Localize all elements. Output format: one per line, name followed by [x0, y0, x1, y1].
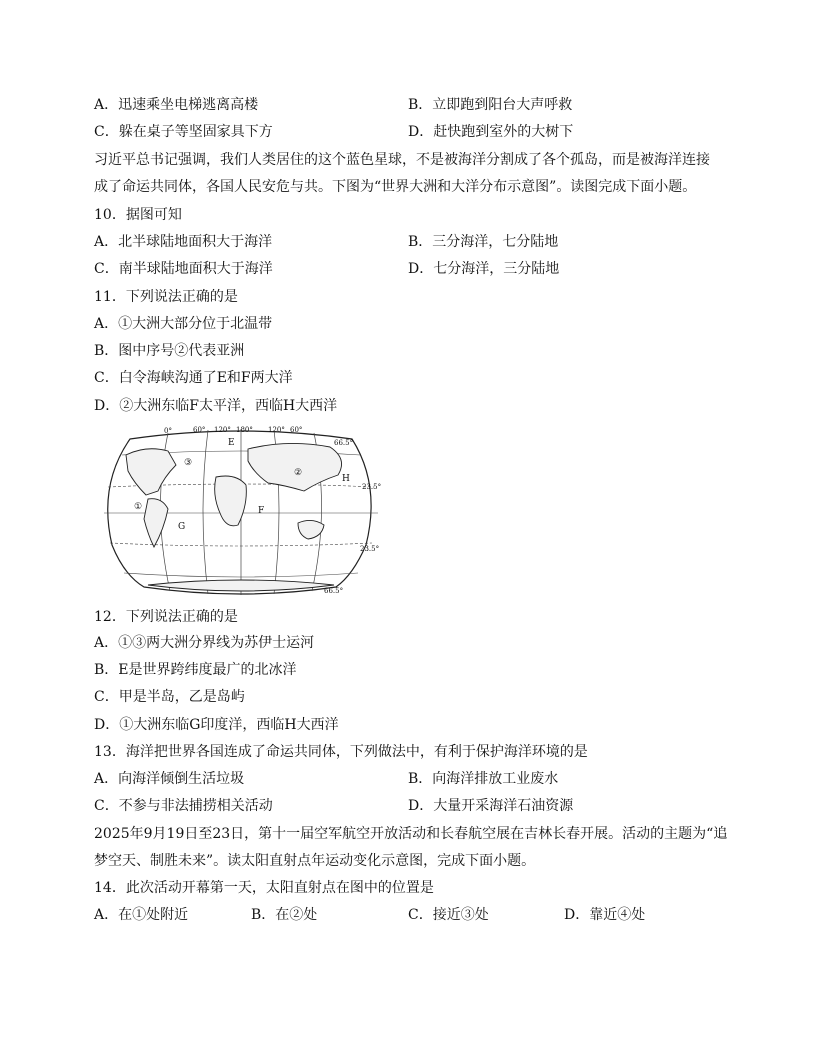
q12-option-c: C．甲是半岛，乙是岛屿: [94, 689, 245, 705]
map-lat-label-2: 23.5°: [360, 545, 380, 553]
q13-options-row-2: [94, 797, 730, 815]
q13-option-c: C．不参与非法捕捞相关活动: [94, 798, 273, 814]
q13-option-b: B．向海洋排放工业废水: [408, 771, 559, 787]
q13-option-d: D．大量开采海洋石油资源: [408, 798, 574, 814]
q14-option-d: D．靠近④处: [564, 907, 646, 923]
world-map-svg: [98, 425, 384, 597]
world-map-figure: [98, 425, 384, 597]
air-intro-line-1: 2025年9月19日至23日，第十一届空军航空开放活动和长春航空展在吉林长春开展。活动的主题为“追: [94, 826, 728, 842]
map-lon-label-5: 60°: [290, 426, 303, 434]
q14-option-c: C．接近③处: [408, 907, 489, 923]
q10-option-a: A．北半球陆地面积大于海洋: [94, 234, 273, 250]
map-lon-label-1: 60°: [193, 426, 206, 434]
map-number-2: ②: [294, 468, 303, 478]
map-lat-label-3: 66.5°: [324, 587, 344, 595]
ocean-intro-line-1: 习近平总书记强调，我们人类居住的这个蓝色星球，不是被海洋分割成了各个孤岛，而是被海洋连接: [94, 152, 710, 168]
map-number-3: ③: [184, 458, 193, 468]
q14-option-b: B．在②处: [251, 907, 318, 923]
q10-options-row-1: [94, 233, 730, 251]
map-lon-label-2: 120°: [214, 426, 231, 434]
q10-stem: 10．据图可知: [94, 207, 182, 223]
prev-option-c: C．躲在桌子等坚固家具下方: [94, 124, 273, 140]
prev-option-b: B．立即跑到阳台大声呼救: [408, 97, 573, 113]
q11-option-b: B．图中序号②代表亚洲: [94, 343, 245, 359]
q13-option-a: A．向海洋倾倒生活垃圾: [94, 771, 245, 787]
q13-stem: 13．海洋把世界各国连成了命运共同体，下列做法中，有利于保护海洋环境的是: [94, 744, 588, 760]
map-lon-label-0: 0°: [164, 427, 172, 435]
prev-option-a: A．迅速乘坐电梯逃离高楼: [94, 97, 259, 113]
q11-option-c: C．白令海峡沟通了E和F两大洋: [94, 370, 293, 386]
q10-options-row-2: [94, 260, 730, 278]
q11-stem: 11．下列说法正确的是: [94, 289, 238, 305]
q14-option-a: A．在①处附近: [94, 907, 189, 923]
q11-option-a: A．①大洲大部分位于北温带: [94, 316, 273, 332]
map-letter-g: G: [178, 522, 186, 532]
q13-options-row-1: [94, 770, 730, 788]
map-letter-h: H: [342, 474, 350, 484]
prev-options-row-1: [94, 96, 730, 114]
q12-option-b: B．E是世界跨纬度最广的北冰洋: [94, 662, 297, 678]
q14-stem: 14．此次活动开幕第一天，太阳直射点在图中的位置是: [94, 880, 434, 896]
q10-option-d: D．七分海洋，三分陆地: [408, 261, 560, 277]
map-letter-e: E: [228, 438, 235, 448]
air-intro-line-2: 梦空天、制胜未来”。读太阳直射点年运动变化示意图，完成下面小题。: [94, 853, 536, 869]
map-lat-label-1: 23.5°: [362, 483, 382, 491]
q12-stem: 12．下列说法正确的是: [94, 609, 238, 625]
map-lon-label-4: 120°: [268, 426, 285, 434]
map-lat-label-0: 66.5°: [334, 439, 354, 447]
map-number-1: ①: [134, 502, 143, 512]
map-letter-f: F: [258, 506, 265, 516]
ocean-intro-line-2: 成了命运共同体，各国人民安危与共。下图为“世界大洲和大洋分布示意图”。读图完成下面小题。: [94, 179, 697, 195]
prev-option-d: D．赶快跑到室外的大树下: [408, 124, 574, 140]
q11-option-d: D．②大洲东临F太平洋，西临H大西洋: [94, 398, 338, 414]
map-lon-label-3: 180°: [236, 426, 253, 434]
q12-option-a: A．①③两大洲分界线为苏伊士运河: [94, 635, 315, 651]
q12-option-d: D．①大洲东临G印度洋，西临H大西洋: [94, 717, 339, 733]
q14-options-row: [94, 906, 730, 924]
q10-option-b: B．三分海洋，七分陆地: [408, 234, 559, 250]
q10-option-c: C．南半球陆地面积大于海洋: [94, 261, 273, 277]
prev-options-row-2: [94, 123, 730, 141]
